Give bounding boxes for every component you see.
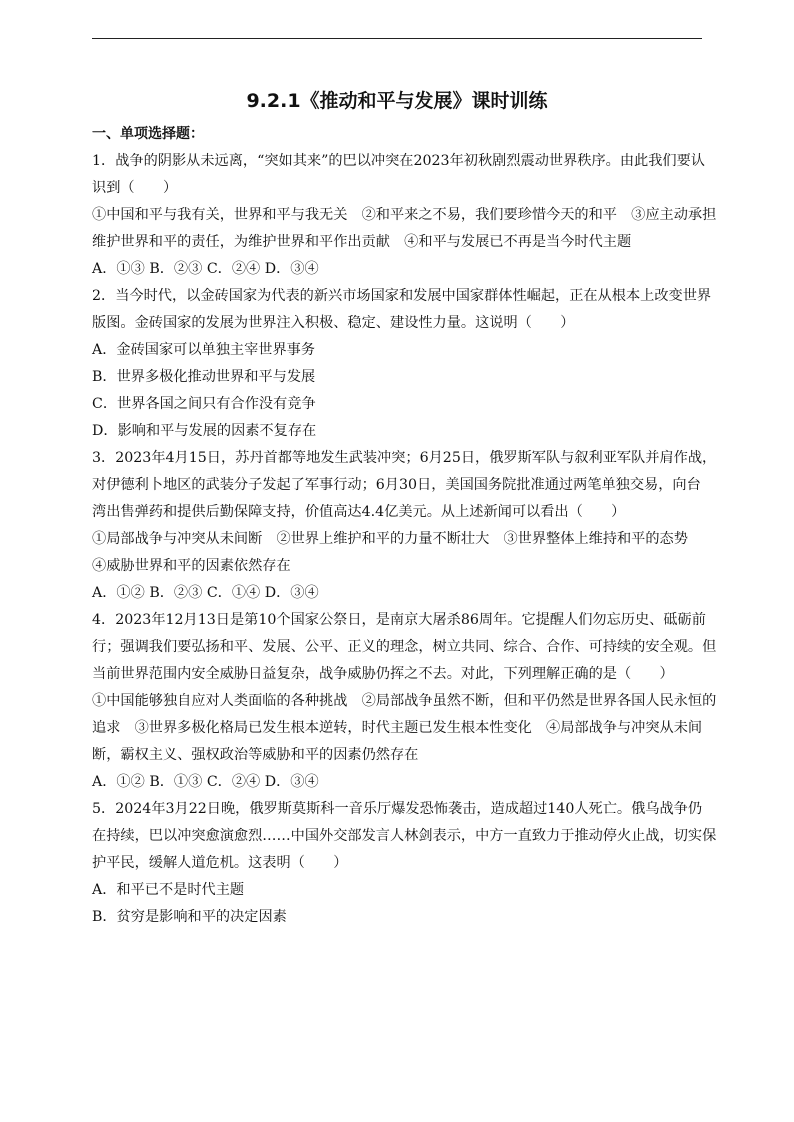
- question-1: [92, 151, 717, 279]
- question-line: 3．2023年4月15日，苏丹首都等地发生武装冲突；6月25日，俄罗斯军队与叙利亚军队并肩作战，: [92, 450, 717, 466]
- answer-options: A．①② B．①③ C．②④ D．③④: [92, 774, 319, 790]
- question-line: 对伊德利卜地区的武装分子发起了军事行动；6月30日，美国国务院批准通过两笔单独交易，向台: [92, 477, 701, 493]
- question-line: 维护世界和平的责任，为维护世界和平作出贡献 ④和平与发展已不再是当今时代主题: [92, 234, 632, 250]
- question-line: ①局部战争与冲突从未间断 ②世界上维护和平的力量不断壮大 ③世界整体上维持和平的态势: [92, 531, 688, 547]
- question-line: 湾出售弹药和提供后勤保障支持，价值高达4.4亿美元。从上述新闻可以看出（ ）: [92, 504, 626, 520]
- answer-option: D．影响和平与发展的因素不复存在: [92, 423, 317, 439]
- document-body: [92, 124, 717, 934]
- question-line: 4．2023年12月13日是第10个国家公祭日，是南京大屠杀86周年。它提醒人们勿忘历史、砥砺前: [92, 612, 706, 628]
- answer-option: B．贫穷是影响和平的决定因素: [92, 909, 287, 925]
- question-4: [92, 610, 717, 792]
- question-line: 2．当今时代，以金砖国家为代表的新兴市场国家和发展中国家群体性崛起，正在从根本上改变世界: [92, 288, 712, 304]
- question-line: 在持续，巴以冲突愈演愈烈……中国外交部发言人林剑表示，中方一直致力于推动停火止战，切实保: [92, 828, 717, 844]
- question-line: 识到（ ）: [92, 180, 178, 196]
- question-line: ①中国能够独自应对人类面临的各种挑战 ②局部战争虽然不断，但和平仍然是世界各国人民永恒的: [92, 693, 717, 709]
- document-title: 9.2.1《推动和平与发展》课时训练: [246, 90, 548, 112]
- question-line: 版图。金砖国家的发展为世界注入积极、稳定、建设性力量。这说明（ ）: [92, 315, 575, 331]
- section-heading: 一、单项选择题：: [92, 126, 204, 142]
- question-line: ①中国和平与我有关，世界和平与我无关 ②和平来之不易，我们要珍惜今天的和平 ③应主动承担: [92, 207, 717, 223]
- answer-option: B．世界多极化推动世界和平与发展: [92, 369, 316, 385]
- question-line: 1．战争的阴影从未远离，“突如其来”的巴以冲突在2023年初秋剧烈震动世界秩序。由此我们要认: [92, 153, 705, 169]
- question-line: 行；强调我们要弘扬和平、发展、公平、正义的理念，树立共同、综合、合作、可持续的安全观。但: [92, 639, 717, 655]
- question-line: 当前世界范围内安全威胁日益复杂，战争威胁仍挥之不去。对此，下列理解正确的是（ ）: [92, 666, 674, 682]
- answer-option: A．金砖国家可以单独主宰世界事务: [92, 342, 316, 358]
- answer-options: A．①② B．②③ C．①④ D．③④: [92, 585, 319, 601]
- header-rule: [92, 38, 702, 39]
- question-line: ④威胁世界和平的因素依然存在: [92, 558, 291, 574]
- answer-options: A．①③ B．②③ C．②④ D．③④: [92, 261, 319, 277]
- question-3: [92, 448, 717, 603]
- question-5: [92, 799, 717, 927]
- question-line: 5．2024年3月22日晚，俄罗斯莫斯科一音乐厅爆发恐怖袭击，造成超过140人死亡。俄乌战争仍: [92, 801, 703, 817]
- answer-option: C．世界各国之间只有合作没有竞争: [92, 396, 316, 412]
- question-2: [92, 286, 712, 441]
- question-line: 断，霸权主义、强权政治等威胁和平的因素仍然存在: [92, 747, 419, 763]
- answer-option: A．和平已不是时代主题: [92, 882, 245, 898]
- question-line: 追求 ③世界多极化格局已发生根本逆转，时代主题已发生根本性变化 ④局部战争与冲突从未间: [92, 720, 703, 736]
- question-line: 护平民，缓解人道危机。这表明（ ）: [92, 855, 348, 871]
